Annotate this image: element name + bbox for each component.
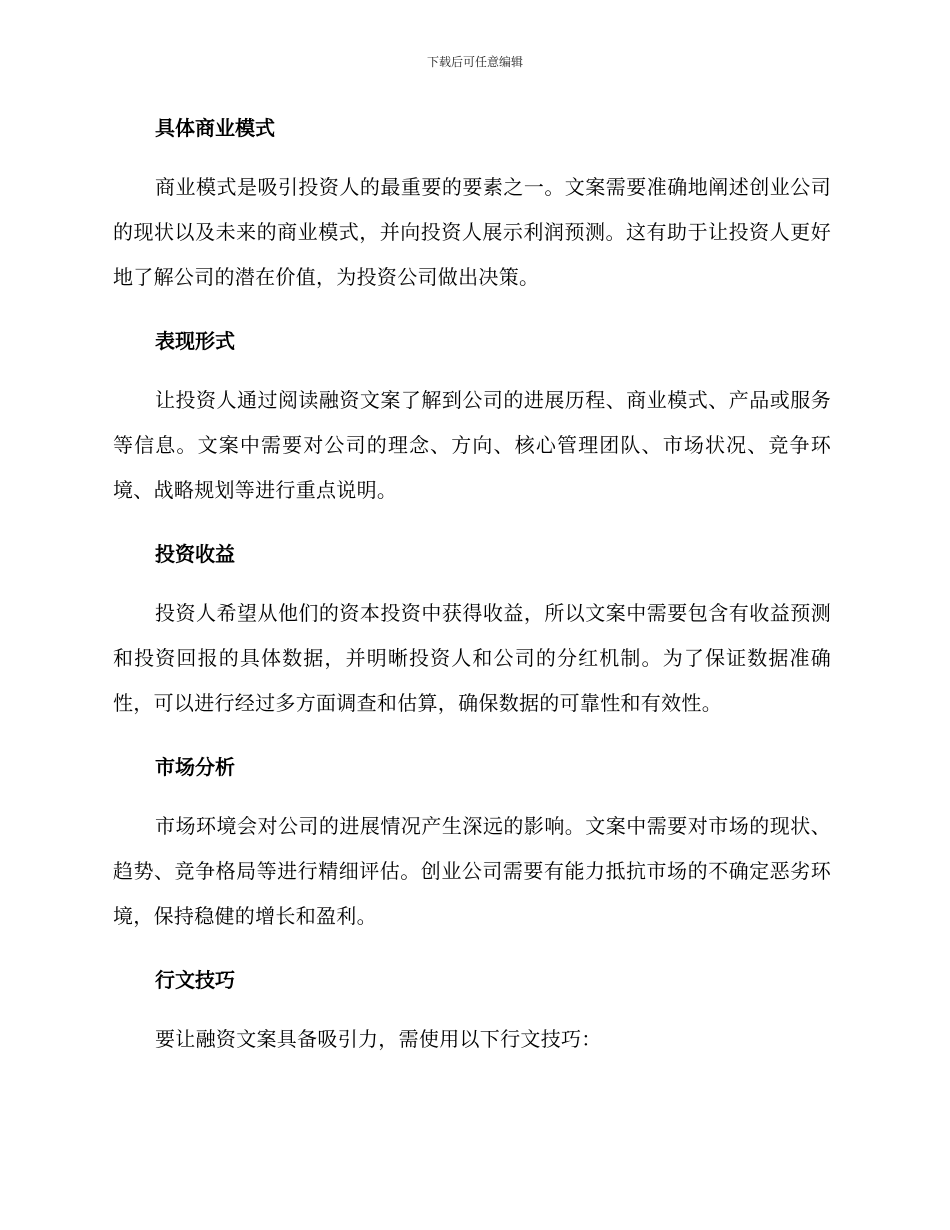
section-body-market-analysis: 市场环境会对公司的进展情况产生深远的影响。文案中需要对市场的现状、趋势、竞争格局等进行精细评估。创业公司需要有能力抵抗市场的不确定恶劣环境，保持稳健的增长和盈利。 (113, 814, 831, 928)
section-heading-investment-return: 投资收益 (155, 542, 235, 566)
section-heading-business-model: 具体商业模式 (155, 116, 275, 140)
section-heading-writing-tips: 行文技巧 (155, 968, 235, 992)
document-body (113, 112, 831, 1087)
section-heading-presentation: 表现形式 (155, 329, 235, 353)
section-body-presentation: 让投资人通过阅读融资文案了解到公司的进展历程、商业模式、产品或服务等信息。文案中需要对公司的理念、方向、核心管理团队、市场状况、竞争环境、战略规划等进行重点说明。 (113, 388, 831, 502)
section-body-investment-return: 投资人希望从他们的资本投资中获得收益，所以文案中需要包含有收益预测和投资回报的具体数据，并明晰投资人和公司的分红机制。为了保证数据准确性，可以进行经过多方面调查和估算，确保数据的可靠性和有效性。 (113, 601, 831, 715)
section-body-writing-tips: 要让融资文案具备吸引力，需使用以下行文技巧： (155, 1027, 602, 1051)
section-body-business-model: 商业模式是吸引投资人的最重要的要素之一。文案需要准确地阐述创业公司的现状以及未来的商业模式，并向投资人展示利润预测。这有助于让投资人更好地了解公司的潜在价值，为投资公司做出决策。 (113, 175, 831, 289)
section-heading-market-analysis: 市场分析 (155, 755, 235, 779)
page-header-note: 下载后可任意编辑 (426, 55, 523, 69)
